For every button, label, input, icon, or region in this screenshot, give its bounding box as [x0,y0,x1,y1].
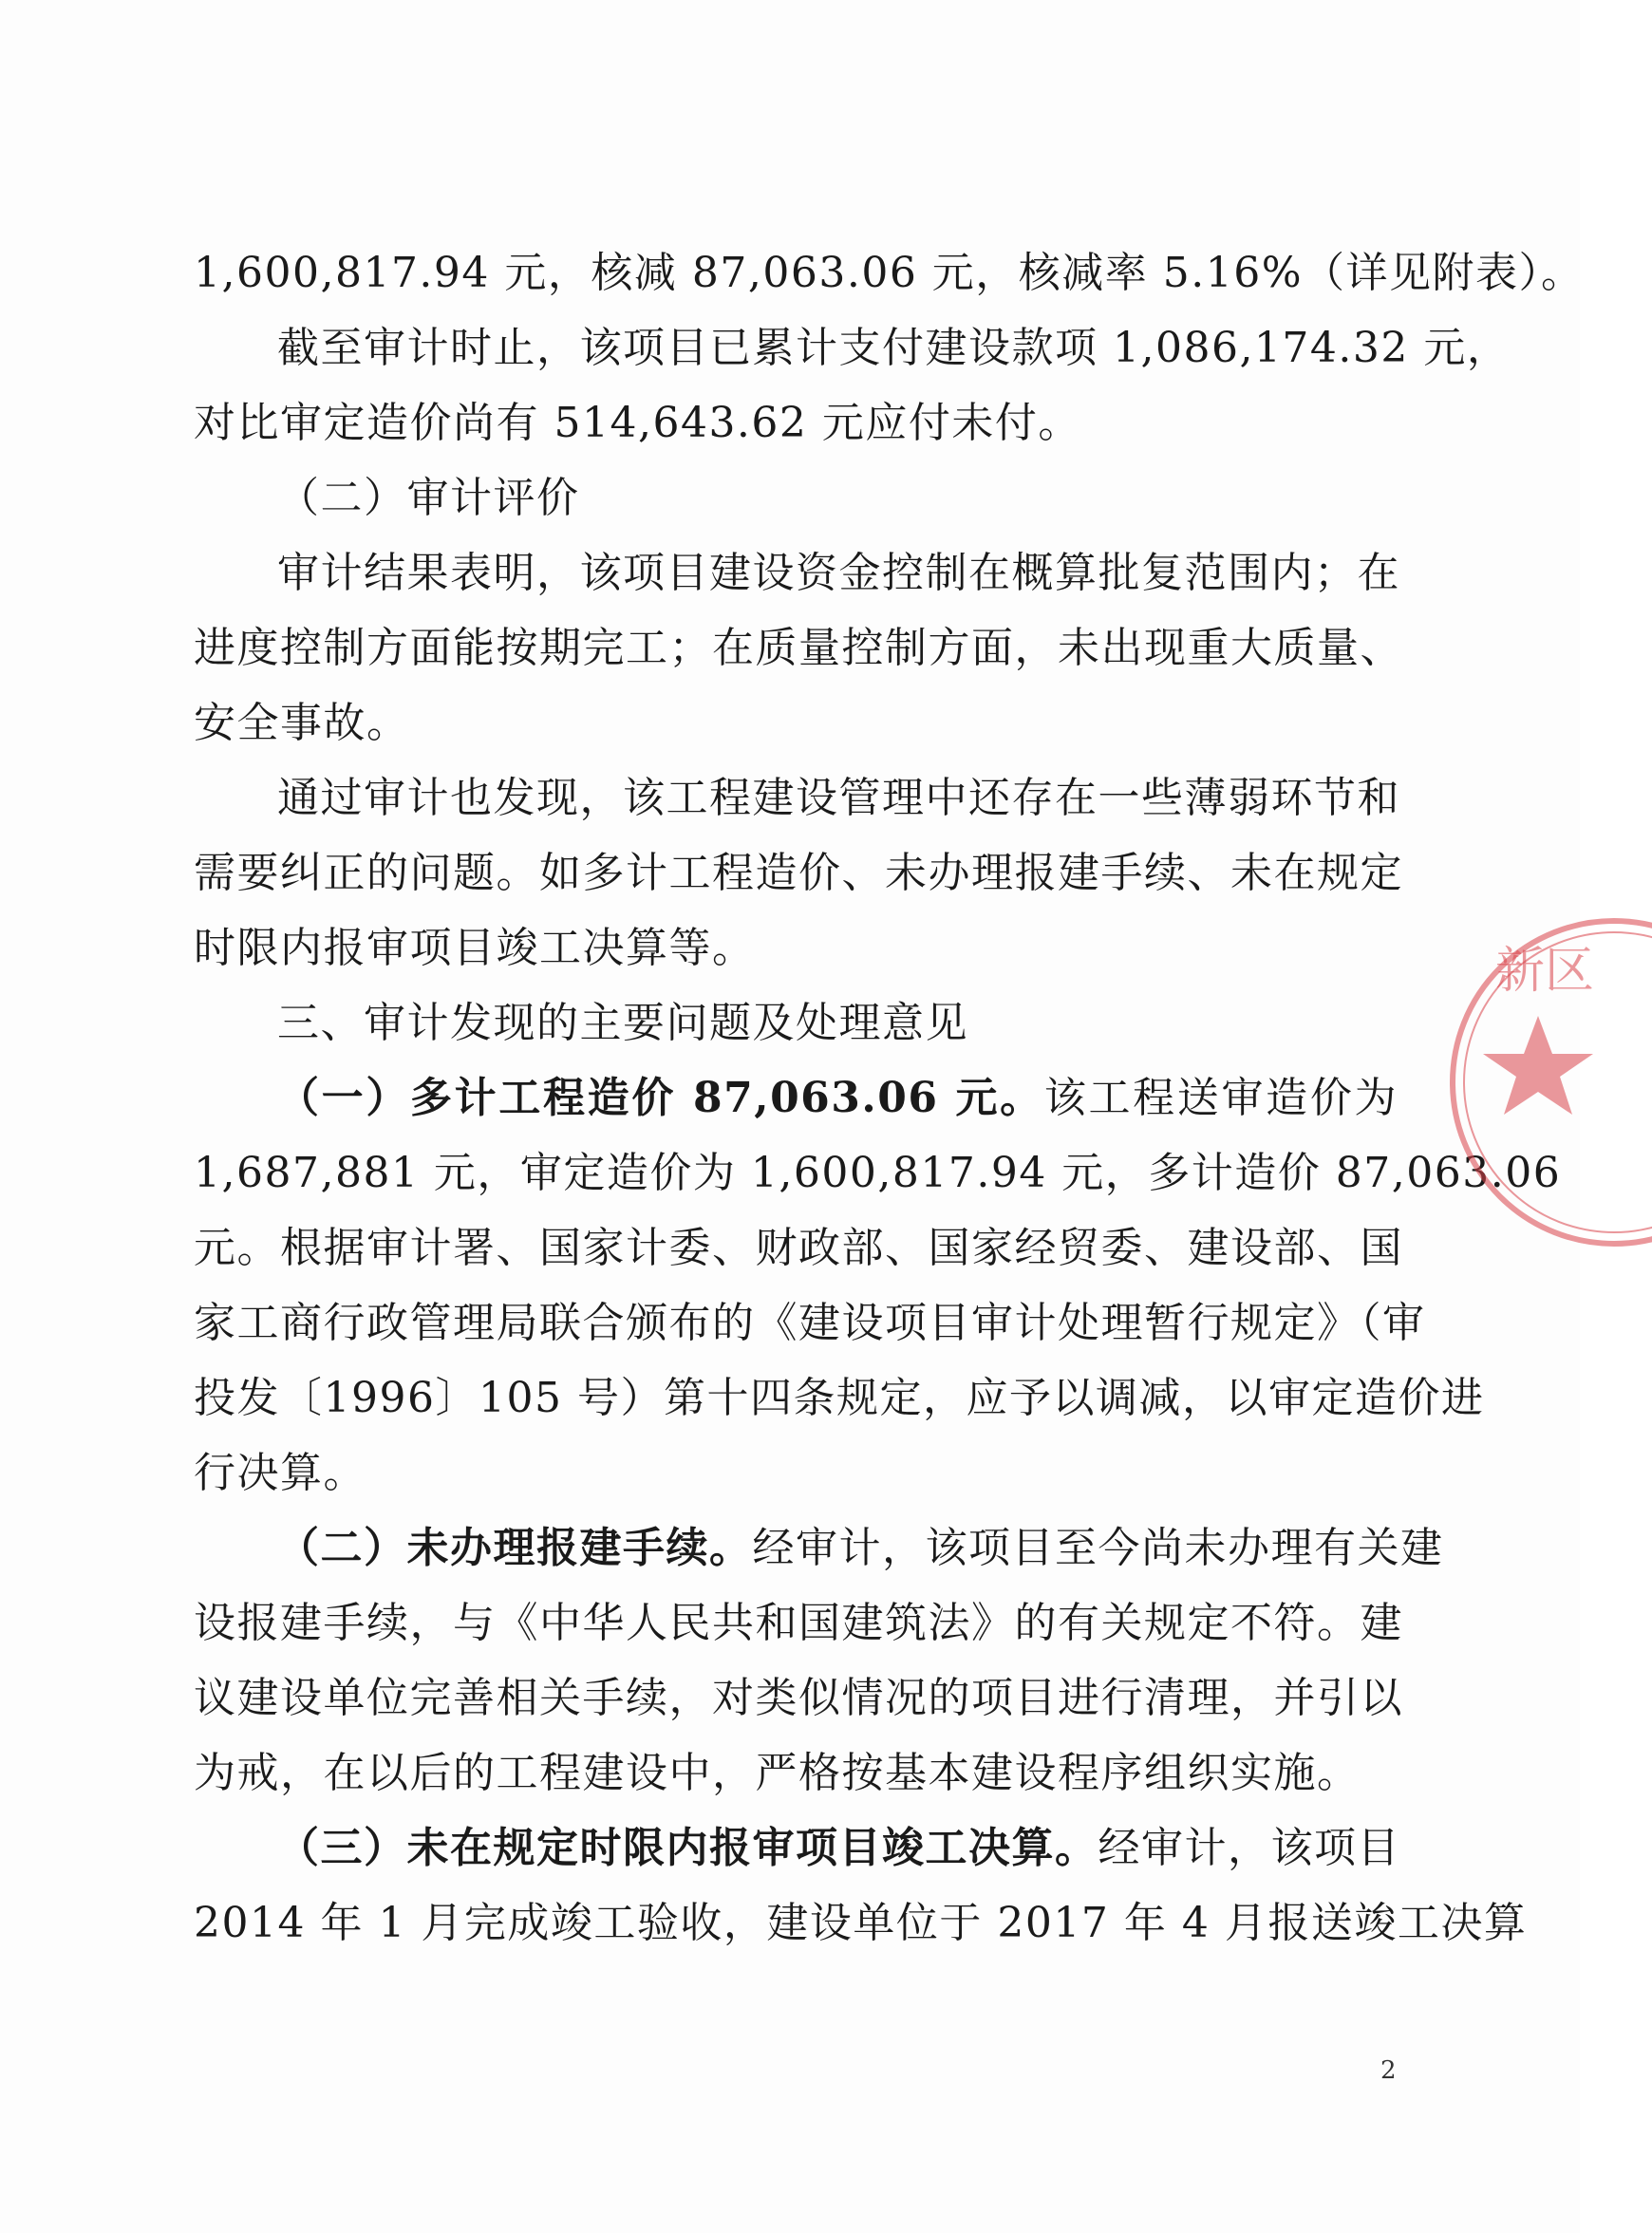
text-line [194,1511,1444,1586]
text-line: 截至审计时止，该项目已累计支付建设款项 1,086,174.32 元， [277,324,1511,372]
text-line: 1,600,817.94 元，核减 87,063.06 元，核减率 5.16%（详见附表）。 [194,249,1585,297]
section-heading: （二）审计评价 [277,474,580,522]
text-line: 需要纠正的问题。如多计工程造价、未办理报建手续、未在规定 [194,849,1403,897]
text-line: 进度控制方面能按期完工；在质量控制方面，未出现重大质量、 [194,624,1403,672]
issue-heading: （二）未办理报建手续。 [277,1524,753,1572]
text-line: 行决算。 [194,1449,366,1497]
star-icon [1483,1016,1593,1115]
text-line: 时限内报审项目竣工决算等。 [194,924,756,972]
text-line: 设报建手续，与《中华人民共和国建筑法》的有关规定不符。建 [194,1599,1403,1647]
text-line: 家工商行政管理局联合颁布的《建设项目审计处理暂行规定》（审 [194,1299,1426,1347]
text-line: 1,687,881 元，审定造价为 1,600,817.94 元，多计造价 87,063.06 [194,1149,1562,1197]
official-seal [1424,911,1652,1253]
text-line [194,1060,1398,1135]
section-heading: 三、审计发现的主要问题及处理意见 [277,999,968,1047]
text-line [194,1811,1398,1886]
text-line: 对比审定造价尚有 514,643.62 元应付未付。 [194,399,1081,447]
text-line: 投发〔1996〕105 号）第十四条规定，应予以调减，以审定造价进 [194,1374,1485,1422]
seal-text: 新区 [1495,943,1595,1000]
text-line: 2014 年 1 月完成竣工验收，建设单位于 2017 年 4 月报送竣工决算 [194,1899,1528,1947]
issue-text: 该工程送审造价为 [1043,1074,1398,1122]
issue-text: 经审计，该项目至今尚未办理有关建 [752,1524,1444,1572]
text-line: 通过审计也发现，该工程建设管理中还存在一些薄弱环节和 [277,774,1400,822]
text-line: 安全事故。 [194,699,410,747]
issue-heading: （一）多计工程造价 87,063.06 元。 [277,1074,1044,1122]
text-line: 为戒，在以后的工程建设中，严格按基本建设程序组织实施。 [194,1749,1361,1797]
text-line: 元。根据审计署、国家计委、财政部、国家经贸委、建设部、国 [194,1224,1403,1272]
issue-text: 经审计，该项目 [1098,1824,1400,1872]
text-line: 议建设单位完善相关手续，对类似情况的项目进行清理，并引以 [194,1674,1403,1722]
page-number: 2 [1380,2056,1397,2085]
text-line: 审计结果表明，该项目建设资金控制在概算批复范围内；在 [277,549,1400,597]
issue-heading: （三）未在规定时限内报审项目竣工决算。 [277,1824,1098,1872]
